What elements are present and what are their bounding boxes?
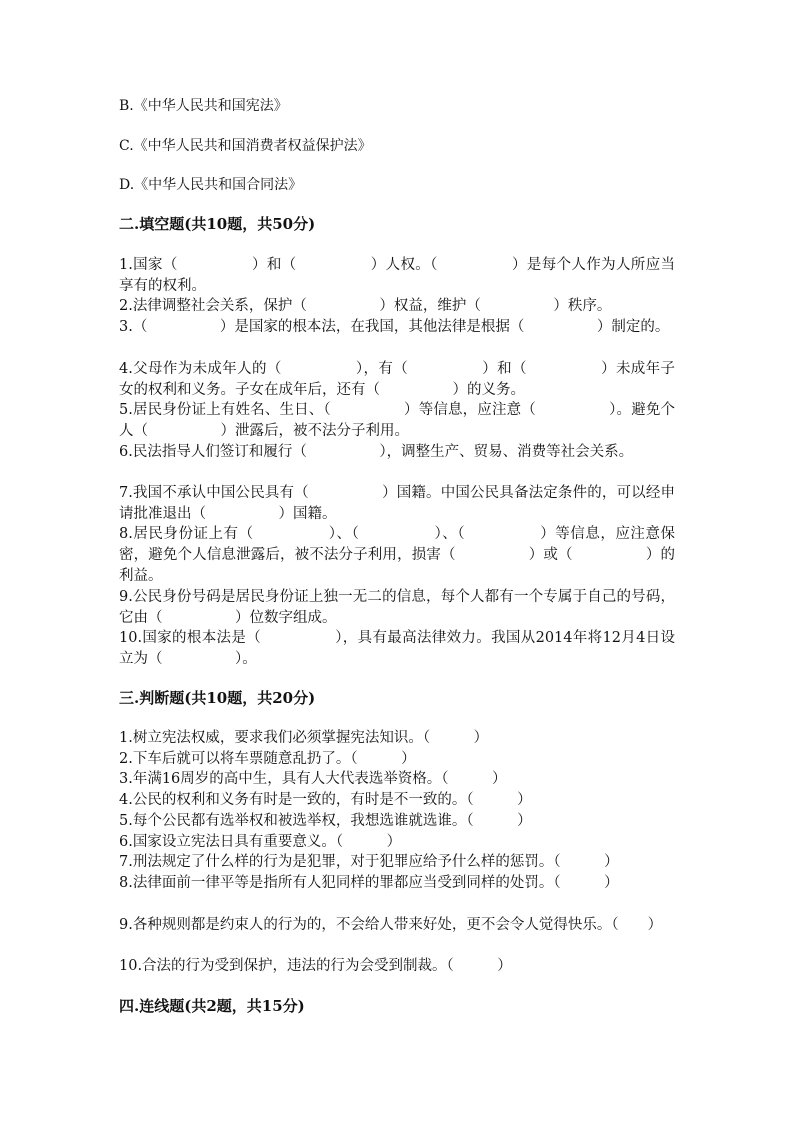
fill-blank-question-5: 5.居民身份证上有姓名、生日、（ ）等信息，应注意（ ）。避免个人（ ）泄露后，被不法分子利用。 [119,402,675,439]
judge-question-1: 1.树立宪法权威，要求我们必须掌握宪法知识。（ ） [119,730,489,746]
judge-question-3: 3.年满16周岁的高中生，具有人大代表选举资格。（ ） [119,771,507,787]
fill-blank-question-3: 3.（ ）是国家的根本法，在我国，其他法律是根据（ ）制定的。 [119,319,670,335]
fill-blank-question-1: 1.国家（ ）和（ ）人权。（ ）是每个人作为人所应当享有的权利。 [119,257,675,294]
fill-blank-question-7: 7.我国不承认中国公民具有（ ）国籍。中国公民具备法定条件的，可以经申请批准退出（ ）国籍。 [119,485,675,522]
judge-question-8: 8.法律面前一律平等是指所有人犯同样的罪都应当受到同样的处罚。（ ） [119,875,619,891]
fill-blank-question-10: 10.国家的根本法是（ ），具有最高法律效力。我国从2014年将12月4日设立为（ ）。 [119,630,675,667]
section-title-matching: 四.连线题(共2题，共15分) [119,997,305,1015]
section-title-judge: 三.判断题(共10题，共20分) [119,689,316,707]
option-b: B.《中华人民共和国宪法》 [119,98,288,114]
fill-blank-question-4: 4.父母作为未成年人的（ ），有（ ）和（ ）未成年子女的权利和义务。子女在成年后，还有（ ）的义务。 [119,361,675,398]
judge-question-9: 9.各种规则都是约束人的行为的，不会给人带来好处，更不会令人觉得快乐。（ ） [119,917,663,933]
option-d: D.《中华人民共和国合同法》 [119,177,303,193]
judge-question-5: 5.每个公民都有选举权和被选举权，我想选谁就选谁。（ ） [119,813,532,829]
section-title-fill-blank: 二.填空题(共10题，共50分) [119,215,316,233]
judge-question-7: 7.刑法规定了什么样的行为是犯罪，对于犯罪应给予什么样的惩罚。（ ） [119,854,619,870]
fill-blank-question-6: 6.民法指导人们签订和履行（ ），调整生产、贸易、消费等社会关系。 [119,444,634,460]
judge-question-2: 2.下车后就可以将车票随意乱扔了。（ ） [119,751,416,767]
judge-question-6: 6.国家设立宪法日具有重要意义。（ ） [119,834,402,850]
fill-blank-question-8: 8.居民身份证上有（ ）、（ ）、（ ）等信息，应注意保密，避免个人信息泄露后，被不法分子利用，损害（ ）或（ ）的利益。 [119,526,675,584]
judge-question-4: 4.公民的权利和义务有时是一致的，有时是不一致的。（ ） [119,792,532,808]
option-c: C.《中华人民共和国消费者权益保护法》 [119,138,372,154]
fill-blank-question-2: 2.法律调整社会关系，保护（ ）权益，维护（ ）秩序。 [119,298,612,314]
judge-question-10: 10.合法的行为受到保护，违法的行为会受到制裁。（ ） [119,958,512,974]
fill-blank-question-9: 9.公民身份号码是居民身份证上独一无二的信息，每个人都有一个专属于自己的号码，它由（ ）位数字组成。 [119,589,675,626]
